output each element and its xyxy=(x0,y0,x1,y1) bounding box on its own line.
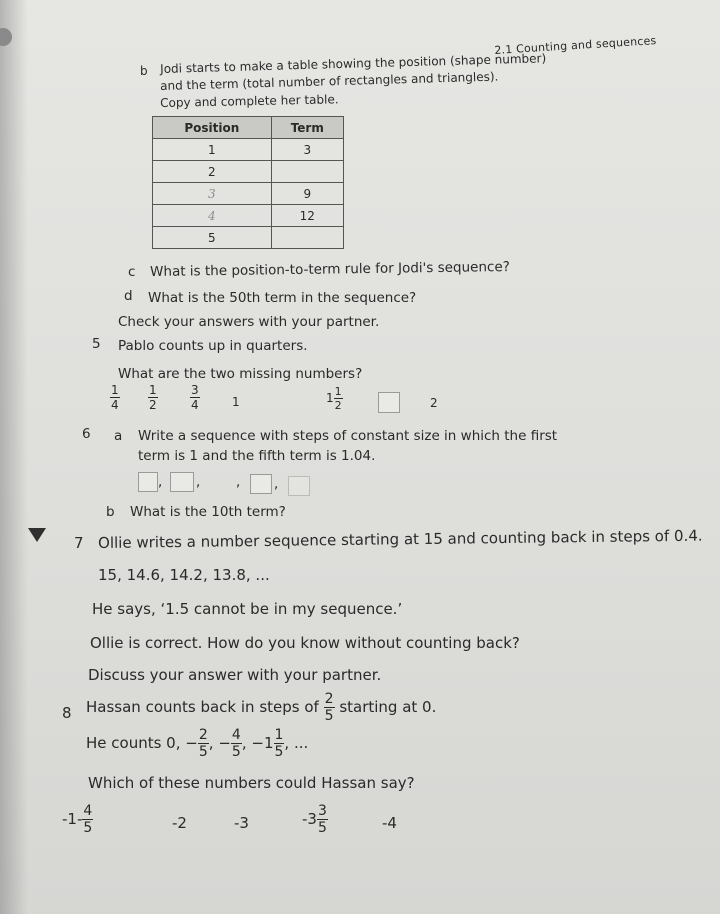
q5-number: 5 xyxy=(92,336,101,352)
q5-frac-3 xyxy=(190,384,200,411)
table-row xyxy=(153,161,344,183)
option-prefix: -3 xyxy=(302,810,317,828)
denominator: 5 xyxy=(324,708,334,724)
q7-question: Ollie is correct. How do you know without counting back? xyxy=(90,634,520,652)
q8-option-4 xyxy=(302,804,328,835)
page-header: 2.1 Counting and sequences xyxy=(494,34,657,57)
q6a-line-1: Write a sequence with steps of constant size in which the first xyxy=(138,428,558,444)
table-cell-position: 5 xyxy=(153,227,272,249)
numerator: 4 xyxy=(83,803,93,819)
numerator: 1 xyxy=(334,385,342,398)
q4c-label: c xyxy=(128,264,136,280)
q6-answer-box-1 xyxy=(138,472,158,492)
table-cell-term: 3 xyxy=(271,139,343,161)
binder-shadow xyxy=(0,0,28,914)
denominator: 5 xyxy=(231,744,241,760)
denominator: 4 xyxy=(111,398,119,412)
position-term-table xyxy=(152,116,344,249)
numerator: 3 xyxy=(191,383,199,397)
q4b-line-3: Copy and complete her table. xyxy=(160,92,339,110)
comma: , xyxy=(274,476,279,492)
q8-intro-a: Hassan counts back in steps of xyxy=(86,698,319,716)
q8-intro-b: starting at 0. xyxy=(339,698,437,716)
numerator: 1 xyxy=(111,383,119,397)
q4c-text: What is the position-to-term rule for Jodi's sequence? xyxy=(150,258,510,280)
numerator: 4 xyxy=(231,727,241,743)
q6-answer-box-3 xyxy=(250,474,272,494)
q5-two: 2 xyxy=(430,396,438,410)
table-row xyxy=(153,227,344,249)
q6-number: 6 xyxy=(82,426,91,442)
q7-sequence: 15, 14.6, 14.2, 13.8, ... xyxy=(98,566,270,584)
table-cell-term xyxy=(271,227,343,249)
q5-answer-box xyxy=(378,392,400,413)
q8-counts: He counts 0, − $\frac{2}{5}$ , − $\frac{4}{5}$ , −1 $\frac{1}{5}$ , ... xyxy=(86,727,309,760)
q6a-label: a xyxy=(114,428,123,444)
table-cell-position: 1 xyxy=(153,139,272,161)
q4d-text: What is the 50th term in the sequence? xyxy=(148,290,417,306)
table-row xyxy=(153,139,344,161)
table-cell-position-handwritten: 4 xyxy=(153,205,272,227)
q5-text: Pablo counts up in quarters. xyxy=(118,338,308,354)
q5-frac-1 xyxy=(110,384,120,411)
ellipsis: ... xyxy=(293,734,309,752)
check-partner-text: Check your answers with your partner. xyxy=(118,314,380,330)
numerator: 3 xyxy=(317,803,327,819)
mixed-whole: −1 xyxy=(251,734,274,752)
numerator: 2 xyxy=(324,691,334,707)
numerator: 1 xyxy=(149,383,157,397)
comma: , xyxy=(158,474,163,490)
q7-discuss: Discuss your answer with your partner. xyxy=(88,666,382,684)
q8-question: Which of these numbers could Hassan say? xyxy=(88,774,415,792)
q6-answer-box-2 xyxy=(170,472,194,492)
q7-line-1: Ollie writes a number sequence starting at 15 and counting back in steps of 0.4. xyxy=(98,526,703,552)
q4b-line-2: and the term (total number of rectangles and triangles). xyxy=(160,69,499,93)
q6-answer-box-4 xyxy=(288,476,310,496)
table-cell-term xyxy=(271,161,343,183)
q4d-label: d xyxy=(124,288,133,304)
table-header-row xyxy=(153,117,344,139)
table-cell-term: 9 xyxy=(271,183,343,205)
q4b-label: b xyxy=(140,64,148,78)
numerator: 2 xyxy=(198,727,208,743)
q5-prompt: What are the two missing numbers? xyxy=(118,366,363,382)
q8-option-3: -3 xyxy=(234,814,249,832)
denominator: 5 xyxy=(274,744,284,760)
table-cell-position-handwritten: 3 xyxy=(153,183,272,205)
table-row xyxy=(153,205,344,227)
table-cell-position: 2 xyxy=(153,161,272,183)
q4b-line-1: Jodi starts to make a table showing the position (shape number) xyxy=(160,51,547,76)
sign: − xyxy=(185,734,198,752)
q6b-label: b xyxy=(106,504,115,520)
q8-counts-prefix: He counts 0, xyxy=(86,734,181,752)
sign: − xyxy=(218,734,231,752)
q6b-text: What is the 10th term? xyxy=(130,504,286,520)
q8-option-2: -2 xyxy=(172,814,187,832)
denominator: 5 xyxy=(83,820,93,836)
denominator: 2 xyxy=(149,398,157,412)
q8-intro xyxy=(86,692,436,723)
q5-one: 1 xyxy=(232,395,240,409)
table-cell-term: 12 xyxy=(271,205,343,227)
q6a-line-2: term is 1 and the fifth term is 1.04. xyxy=(138,448,376,464)
q5-frac-2 xyxy=(148,384,158,411)
q5-mixed xyxy=(326,386,343,411)
denominator: 5 xyxy=(317,820,327,836)
q8-number: 8 xyxy=(62,704,72,722)
denominator: 2 xyxy=(334,399,342,412)
q8-option-5: -4 xyxy=(382,814,397,832)
option-prefix: -1- xyxy=(62,810,83,828)
q7-says: He says, ‘1.5 cannot be in my sequence.’ xyxy=(92,600,403,618)
table-row xyxy=(153,183,344,205)
q8-option-1 xyxy=(62,804,93,835)
table-header-position: Position xyxy=(153,117,272,139)
denominator: 4 xyxy=(191,398,199,412)
comma: , xyxy=(236,474,241,490)
comma: , xyxy=(196,474,201,490)
mixed-whole: 1 xyxy=(326,391,334,405)
q7-number: 7 xyxy=(74,534,84,552)
numerator: 1 xyxy=(274,727,284,743)
challenge-marker-icon xyxy=(28,528,46,542)
table-header-term: Term xyxy=(271,117,343,139)
denominator: 5 xyxy=(198,744,208,760)
